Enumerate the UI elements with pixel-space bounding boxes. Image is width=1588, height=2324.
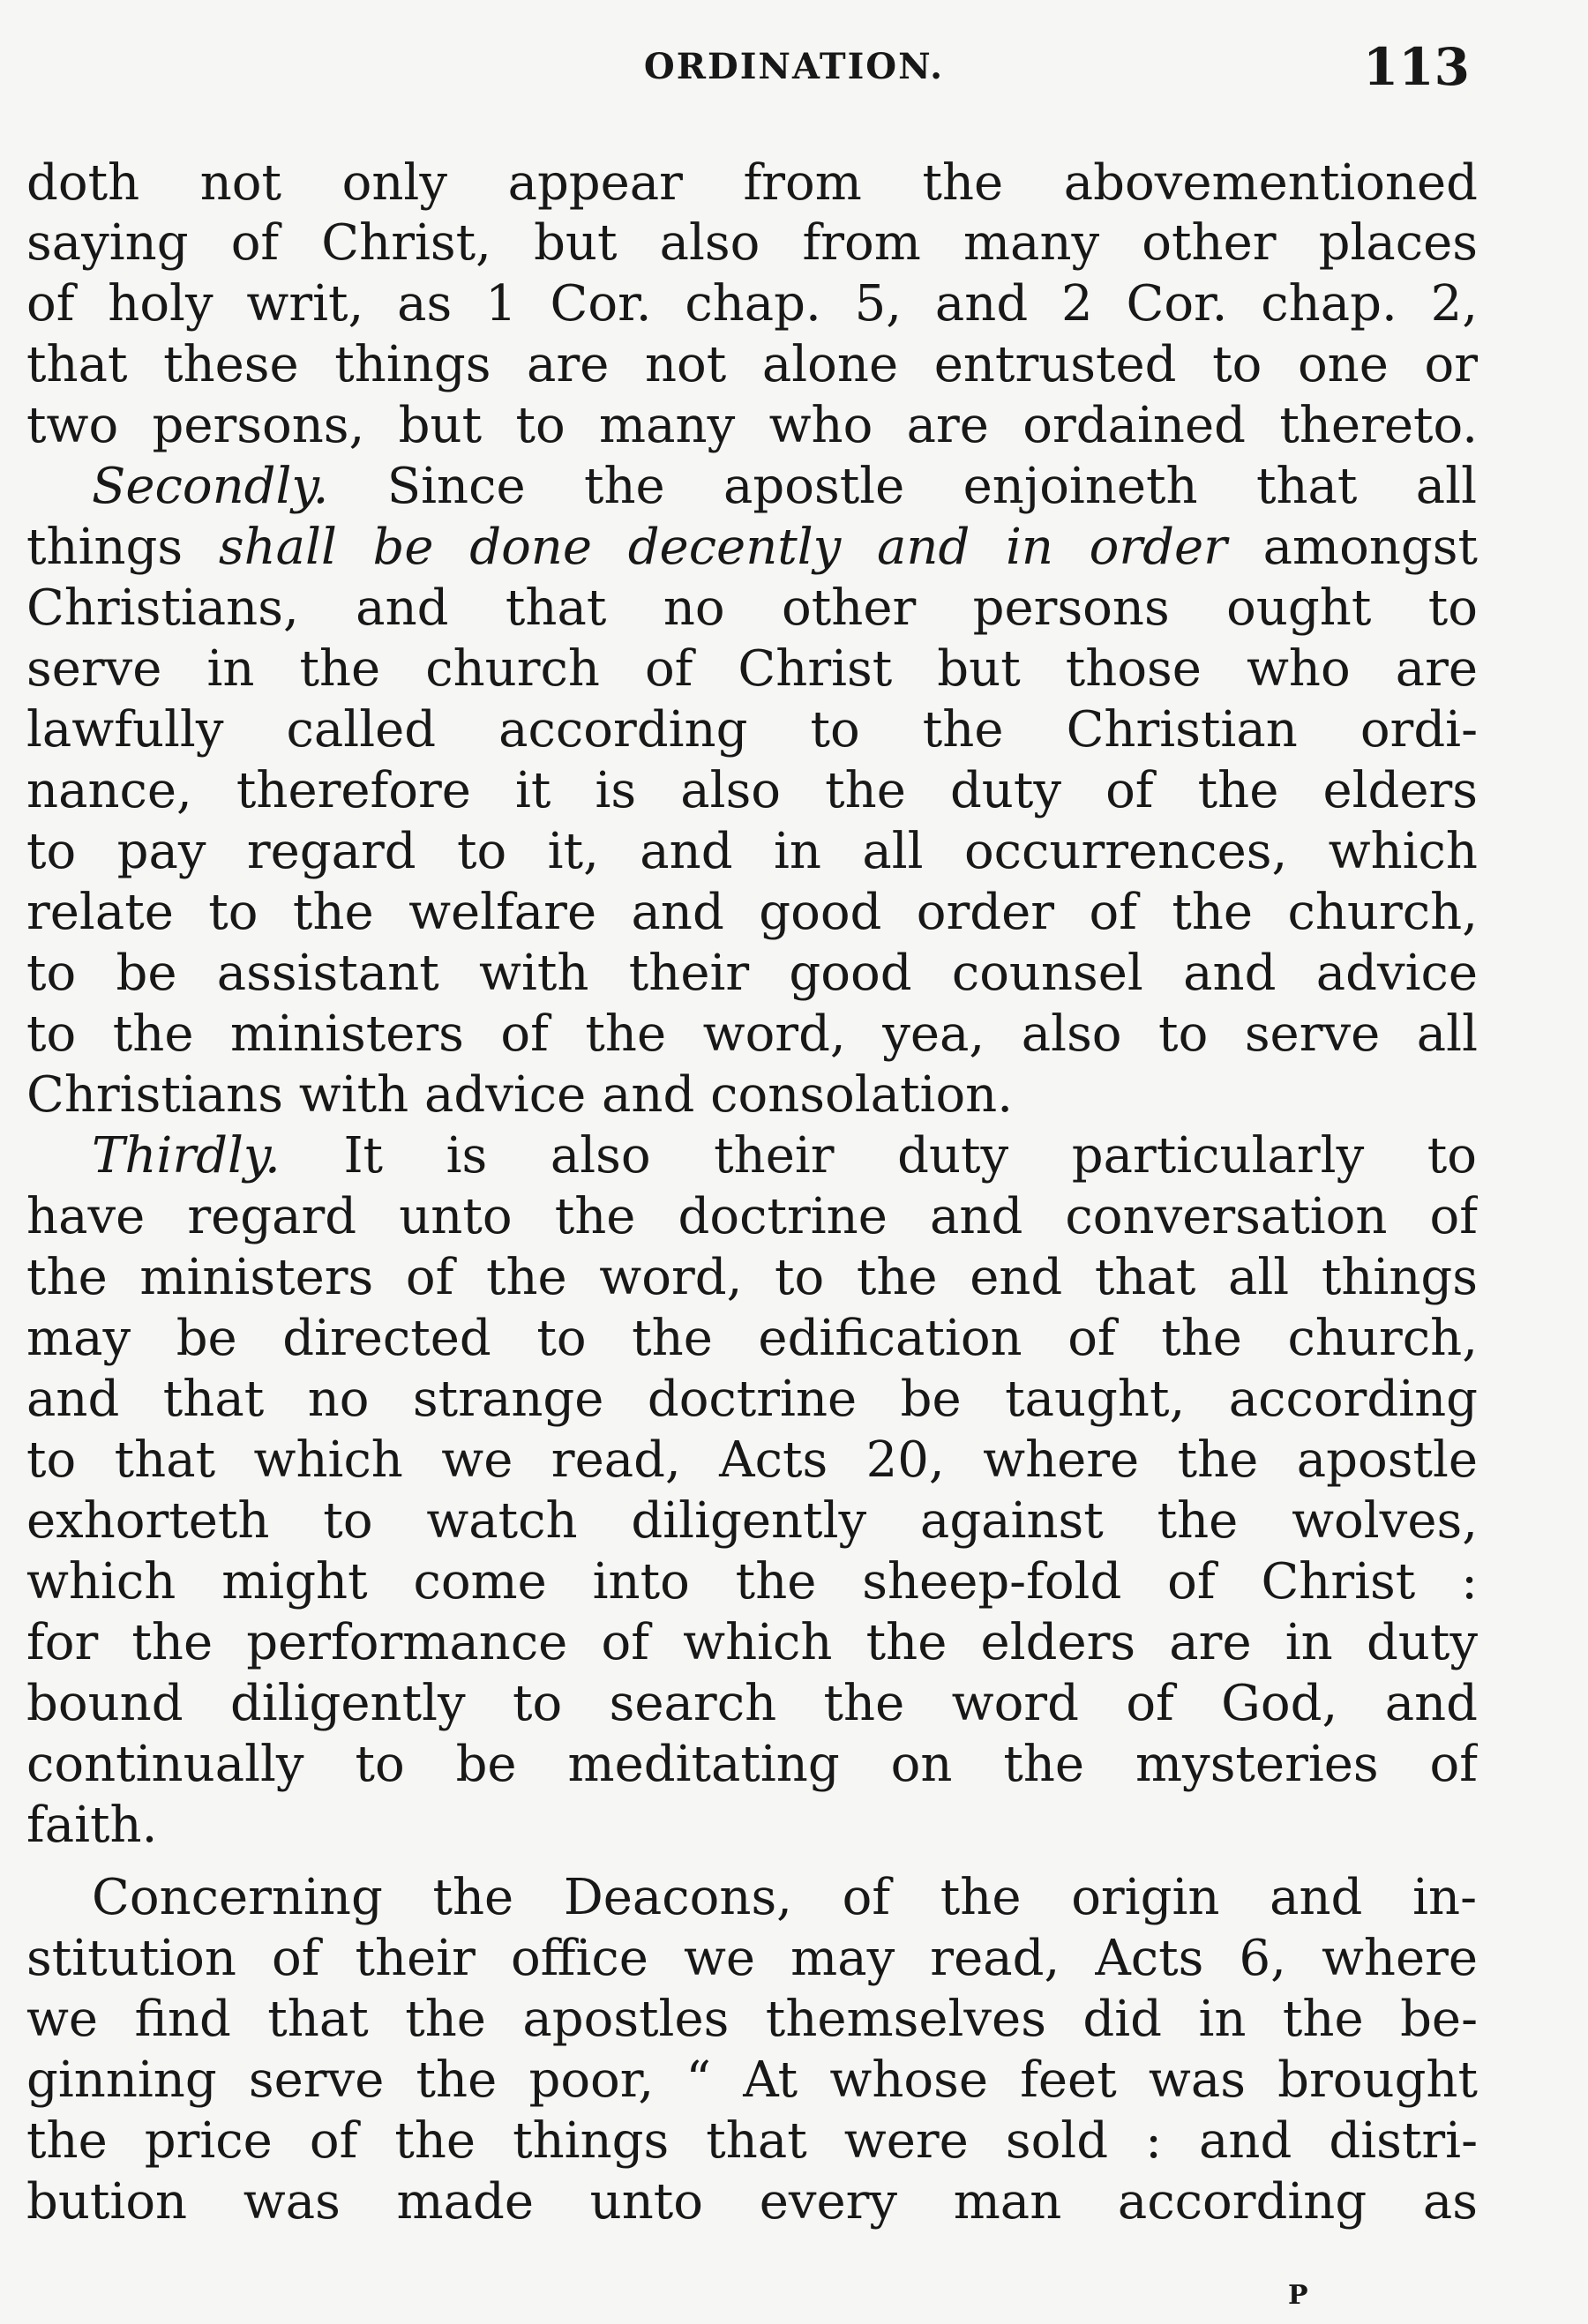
text-line: and that no strange doctrine be taught, according — [26, 1371, 1478, 1428]
text-line: doth not only appear from the abovementioned — [26, 154, 1478, 212]
text-line: have regard unto the doctrine and conversation of — [26, 1188, 1478, 1245]
text-line — [92, 1126, 1477, 1186]
text-span: It is also their duty particularly to — [343, 1127, 1477, 1184]
text-line: that these things are not alone entrusted to one or — [26, 336, 1478, 393]
text-line: we find that the apostles themselves did in the be- — [26, 1991, 1478, 2048]
text-line — [26, 518, 1478, 578]
text-line: continually to be meditating on the mysteries of — [26, 1736, 1478, 1793]
text-line: exhorteth to watch diligently against the wolves, — [26, 1492, 1478, 1550]
paragraph-marker: Thirdly. — [92, 1127, 281, 1184]
paragraph-marker: Secondly. — [92, 458, 329, 515]
signature-mark: P — [1288, 2280, 1308, 2311]
text-line: faith. — [26, 1797, 158, 1854]
text-line: of holy writ, as 1 Cor. chap. 5, and 2 Cor. chap. 2, — [26, 275, 1478, 333]
text-line: Christians with advice and consolation. — [26, 1066, 1014, 1124]
page-header — [0, 37, 1588, 99]
text-line: to that which we read, Acts 20, where the apostle — [26, 1431, 1478, 1489]
text-line: the ministers of the word, to the end that all things — [26, 1249, 1478, 1306]
text-line: Christians, and that no other persons ought to — [26, 579, 1478, 637]
text-line: relate to the welfare and good order of the church, — [26, 884, 1478, 941]
text-span: Since the apostle enjoineth that all — [386, 458, 1477, 515]
text-line: may be directed to the edification of the church, — [26, 1310, 1478, 1367]
text-line: to be assistant with their good counsel and advice — [26, 945, 1478, 1002]
text-line: stitution of their office we may read, Acts 6, where — [26, 1930, 1478, 1987]
text-line: serve in the church of Christ but those who are — [26, 640, 1478, 698]
text-span: amongst — [1262, 519, 1478, 576]
text-line: bound diligently to search the word of God, and — [26, 1675, 1478, 1732]
text-line: nance, therefore it is also the duty of the elders — [26, 762, 1478, 819]
text-line: Concerning the Deacons, of the origin and in- — [92, 1869, 1477, 1926]
text-line: for the performance of which the elders are in duty — [26, 1614, 1478, 1671]
running-head: ORDINATION. — [643, 46, 945, 87]
text-line: lawfully called according to the Christian ordi- — [26, 701, 1478, 758]
text-line: which might come into the sheep-fold of Christ : — [26, 1553, 1478, 1610]
text-span: things — [26, 519, 184, 576]
emphasis-text: shall be done decently and in order — [218, 519, 1227, 576]
text-line: two persons, but to many who are ordained thereto. — [26, 397, 1478, 454]
page-number: 113 — [1362, 37, 1470, 97]
text-line: bution was made unto every man according as — [26, 2173, 1478, 2231]
text-line: ginning serve the poor, “ At whose feet was brought — [26, 2051, 1478, 2109]
text-line: saying of Christ, but also from many other places — [26, 214, 1478, 272]
text-line — [92, 457, 1477, 517]
text-line: the price of the things that were sold : and distri- — [26, 2112, 1478, 2170]
text-line: to pay regard to it, and in all occurrences, which — [26, 823, 1478, 880]
text-line: to the ministers of the word, yea, also to serve all — [26, 1005, 1478, 1063]
